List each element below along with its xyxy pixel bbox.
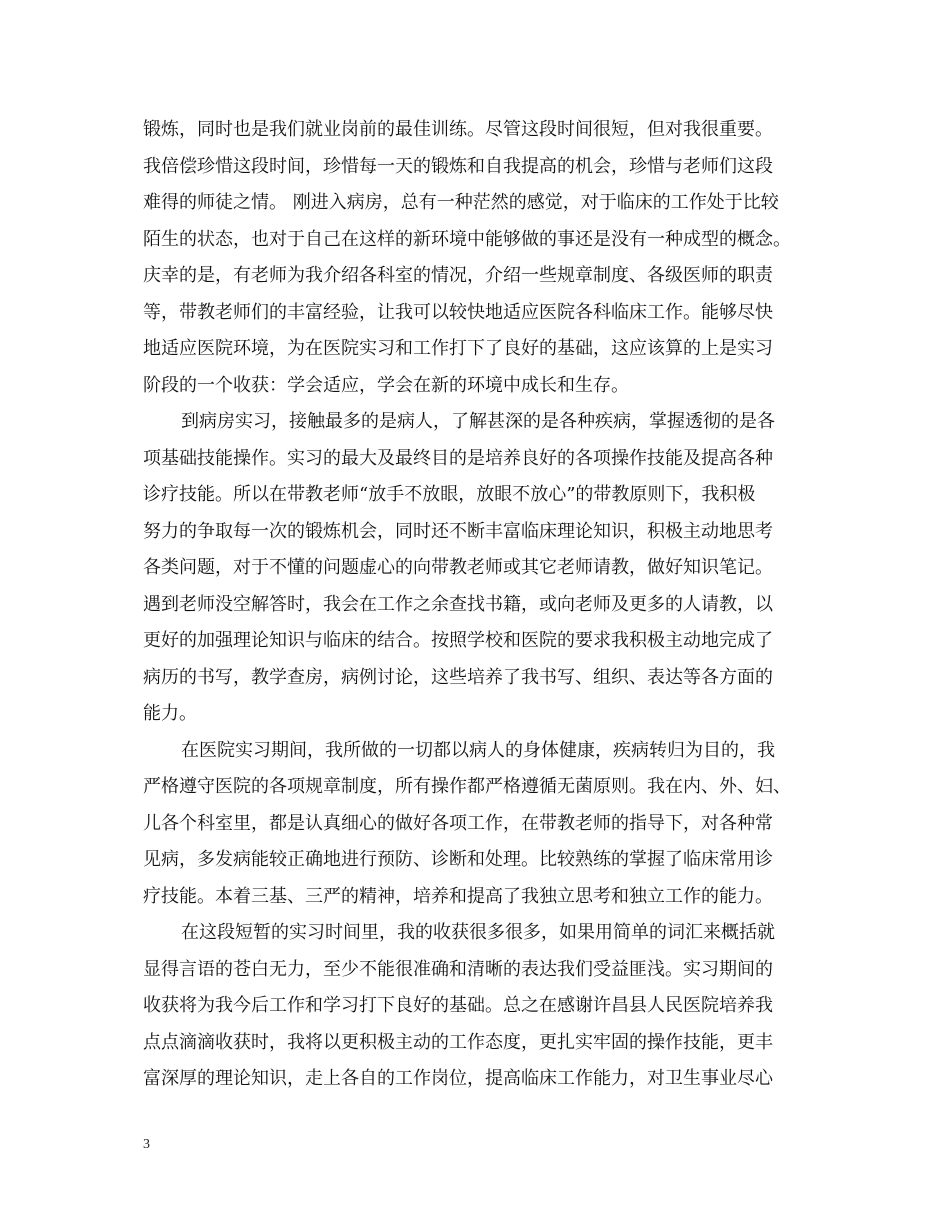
text-line: 富深厚的理论知识，走上各自的工作岗位，提高临床工作能力，对卫生事业尽心 bbox=[143, 1068, 773, 1089]
text-line: 阶段的一个收获：学会适应，学会在新的环境中成长和生存。 bbox=[143, 374, 629, 396]
paragraph bbox=[143, 915, 823, 1098]
text-line: 点点滴滴收获时，我将以更积极主动的工作态度，更扎实牢固的操作技能，更丰 bbox=[143, 1031, 773, 1053]
text-line: 能力。 bbox=[143, 703, 197, 724]
paragraph bbox=[143, 733, 823, 916]
page-number: 3 bbox=[143, 1137, 150, 1152]
text-line: 儿各个科室里，都是认真细心的做好各项工作，在带教老师的指导下，对各种常 bbox=[143, 812, 773, 834]
text-line: 地适应医院环境，为在医院实习和工作打下了良好的基础，这应该算的上是实习 bbox=[143, 338, 773, 359]
text-line: 更好的加强理论知识与临床的结合。按照学校和医院的要求我积极主动地完成了 bbox=[143, 630, 773, 651]
text-line: 严格遵守医院的各项规章制度，所有操作都严格遵循无菌原则。我在内、外、妇、 bbox=[143, 776, 791, 797]
text-line: 等，带教老师们的丰富经验，让我可以较快地适应医院各科临床工作。能够尽快 bbox=[143, 301, 773, 323]
text-line: 项基础技能操作。实习的最大及最终目的是培养良好的各项操作技能及提高各种 bbox=[143, 447, 773, 469]
text-line: 收获将为我今后工作和学习打下良好的基础。总之在感谢许昌县人民医院培养我 bbox=[143, 995, 773, 1016]
text-line: 显得言语的苍白无力，至少不能很准确和清晰的表达我们受益匪浅。实习期间的 bbox=[143, 958, 773, 980]
text-line: 在医院实习期间，我所做的一切都以病人的身体健康，疾病转归为目的，我 bbox=[181, 739, 775, 761]
text-line: 难得的师徒之情。 刚进入病房，总有一种茫然的感觉，对于临床的工作处于比较 bbox=[143, 192, 779, 213]
paragraph bbox=[143, 404, 823, 733]
text-line: 在这段短暂的实习时间里，我的收获很多很多，如果用简单的词汇来概括就 bbox=[181, 922, 775, 943]
text-line: 到病房实习，接触最多的是病人，了解甚深的是各种疾病，掌握透彻的是各 bbox=[181, 411, 775, 432]
text-line: 努力的争取每一次的锻炼机会，同时还不断丰富临床理论知识，积极主动地思考 bbox=[143, 520, 773, 542]
paragraph bbox=[143, 112, 823, 404]
text-line: 见病，多发病能较正确地进行预防、诊断和处理。比较熟练的掌握了临床常用诊 bbox=[143, 849, 773, 870]
text-line: 病历的书写，教学查房，病例讨论，这些培养了我书写、组织、表达等各方面的 bbox=[143, 666, 773, 688]
text-line: 锻炼，同时也是我们就业岗前的最佳训练。尽管这段时间很短，但对我很重要。 bbox=[143, 119, 773, 140]
document-body bbox=[143, 112, 823, 1098]
text-line: 各类问题，对于不懂的问题虚心的向带教老师或其它老师请教，做好知识笔记。 bbox=[143, 557, 773, 578]
text-line: 陌生的状态，也对于自己在这样的新环境中能够做的事还是没有一种成型的概念。 bbox=[143, 228, 791, 250]
text-line: 庆幸的是，有老师为我介绍各科室的情况，介绍一些规章制度、各级医师的职责 bbox=[143, 265, 773, 286]
text-line: 疗技能。本着三基、三严的精神，培养和提高了我独立思考和独立工作的能力。 bbox=[143, 885, 773, 907]
text-line: 遇到老师没空解答时，我会在工作之余查找书籍，或向老师及更多的人请教，以 bbox=[143, 593, 773, 615]
text-line: 我倍偿珍惜这段时间，珍惜每一天的锻炼和自我提高的机会，珍惜与老师们这段 bbox=[143, 155, 773, 177]
text-line: 诊疗技能。所以在带教老师“放手不放眼，放眼不放心”的带教原则下，我积极 bbox=[143, 484, 756, 505]
